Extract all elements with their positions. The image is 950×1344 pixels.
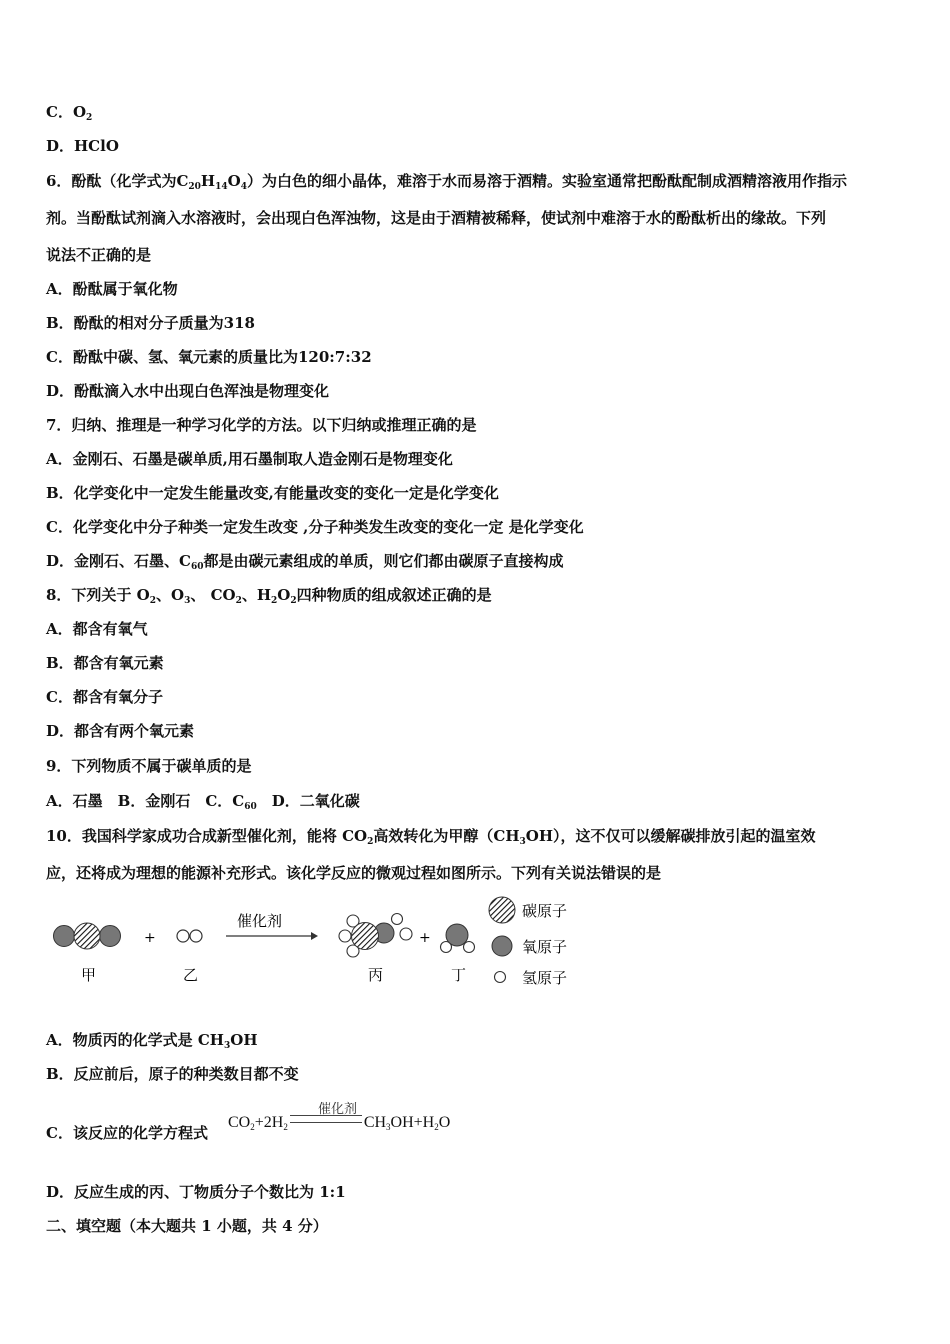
text: OH <box>230 1031 258 1049</box>
subscript: 2 <box>271 596 278 606</box>
option-c: C．化学变化中分子种类一定发生改变 ,分子种类发生改变的变化一定 是化学变化 <box>46 518 584 536</box>
equation-catalyst: 催化剂 <box>318 1102 358 1117</box>
text: 、O <box>156 586 185 604</box>
molecule-ch3oh <box>339 914 412 958</box>
option-a: A．酚酞属于氧化物 <box>46 280 178 298</box>
molecule-h2 <box>177 930 202 942</box>
molecule-co2 <box>54 923 121 949</box>
option-b: B．化学变化中一定发生能量改变,有能量改变的变化一定是化学变化 <box>46 484 499 502</box>
text: D．金刚石、石墨、C <box>46 552 191 570</box>
text: 高效转化为甲醇（CH <box>373 827 520 845</box>
question-9: 9．下列物质不属于碳单质的是 <box>46 757 252 775</box>
equals-sign <box>290 1115 362 1123</box>
text: CH <box>363 1114 387 1131</box>
text: A．石墨 B．金刚石 C．C <box>46 792 245 810</box>
subscript: 3 <box>386 1122 391 1132</box>
option-d <box>46 551 564 577</box>
option-b: B．都含有氧元素 <box>46 654 164 672</box>
label-bing: 丙 <box>368 966 384 984</box>
question-8 <box>46 585 492 611</box>
option-b: B．反应前后，原子的种类数目都不变 <box>46 1065 299 1083</box>
text: 、H <box>241 586 272 604</box>
text: 、 CO <box>190 586 236 604</box>
label-jia: 甲 <box>81 966 97 984</box>
option-a: A．都含有氧气 <box>46 620 148 638</box>
text: H <box>200 172 216 190</box>
question-9-options <box>46 791 360 817</box>
question-6-line-1 <box>46 171 847 197</box>
text: O <box>277 586 291 604</box>
chemical-equation <box>228 1098 498 1144</box>
option-c: C．该反应的化学方程式 <box>46 1124 208 1142</box>
text: D．二氧化碳 <box>256 792 360 810</box>
subscript: 2 <box>367 837 374 847</box>
text: OH），这不仅可以缓解碳排放引起的温室效 <box>525 827 816 845</box>
text: O <box>227 172 241 190</box>
subscript: 3 <box>184 596 191 606</box>
option-c: C．酚酞中碳、氢、氧元素的质量比为120:7:32 <box>46 348 372 366</box>
legend-oxygen-swatch <box>492 936 512 956</box>
subscript: 2 <box>434 1122 439 1132</box>
option-b: B．酚酞的相对分子质量为318 <box>46 314 255 332</box>
option-a <box>46 1030 258 1056</box>
question-10-line-1 <box>46 826 816 852</box>
subscript: 2 <box>86 113 93 123</box>
text: 都是由碳元素组成的单质，则它们都由碳原子直接构成 <box>203 552 564 570</box>
text: O <box>438 1114 451 1131</box>
section-heading: 二、填空题（本大题共 1 小题，共 4 分） <box>46 1217 328 1235</box>
subscript: 2 <box>283 1122 288 1132</box>
subscript: 20 <box>188 182 201 192</box>
equation-body <box>228 1114 450 1132</box>
legend <box>489 897 567 987</box>
text: ）为白色的细小晶体，难溶于水而易溶于酒精。实验室通常把酚酞配制成酒精溶液用作指示 <box>246 172 847 190</box>
option-d-hclo <box>46 136 119 156</box>
question-6-line-3: 说法不正确的是 <box>46 246 152 264</box>
subscript: 60 <box>190 562 204 572</box>
label-yi: 乙 <box>183 966 199 984</box>
subscript: 2 <box>290 596 297 606</box>
text: 四种物质的组成叙述正确的是 <box>296 586 492 604</box>
option-c: C．都含有氧分子 <box>46 688 163 706</box>
subscript: 2 <box>149 596 156 606</box>
legend-carbon-swatch <box>489 897 515 923</box>
legend-carbon: 碳原子 <box>522 902 568 920</box>
subscript: 3 <box>519 837 526 847</box>
catalyst-label: 催化剂 <box>237 912 283 930</box>
question-6-line-2: 剂。当酚酞试剂滴入水溶液时，会出现白色浑浊物，这是由于酒精被稀释，使试剂中难溶于水的酚酞析出的缘故。下列 <box>46 209 827 227</box>
subscript: 2 <box>250 1122 255 1132</box>
text: A．物质丙的化学式是 CH <box>46 1031 224 1049</box>
subscript: 3 <box>223 1041 231 1051</box>
plus-sign: + <box>419 930 431 946</box>
text: 8．下列关于 O <box>46 586 150 604</box>
question-10-line-2: 应，还将成为理想的能源补充形式。该化学反应的微观过程如图所示。下列有关说法错误的是 <box>46 864 662 882</box>
text: +2H <box>254 1114 284 1131</box>
subscript: 14 <box>215 182 228 192</box>
plus-sign: + <box>144 930 156 946</box>
text: OH+H <box>390 1114 435 1131</box>
option-a: A．金刚石、石墨是碳单质,用石墨制取人造金刚石是物理变化 <box>46 450 453 468</box>
option-d: D．都含有两个氧元素 <box>46 722 195 740</box>
molecule-h2o <box>441 924 475 953</box>
option-c-o2 <box>46 102 92 128</box>
label-ding: 丁 <box>451 966 467 984</box>
legend-hydrogen-swatch <box>495 972 506 983</box>
text: CO <box>228 1114 251 1131</box>
legend-hydrogen: 氢原子 <box>522 969 568 987</box>
option-text: C．O <box>46 103 87 121</box>
subscript: 4 <box>240 182 247 192</box>
option-d: D．酚酞滴入水中出现白色浑浊是物理变化 <box>46 382 330 400</box>
option-d: D．反应生成的丙、丁物质分子个数比为 1:1 <box>46 1183 346 1201</box>
option-text: D．HClO <box>46 137 119 155</box>
legend-oxygen: 氧原子 <box>522 938 568 956</box>
reaction-arrow <box>226 932 318 940</box>
question-7: 7．归纳、推理是一种学习化学的方法。以下归纳或推理正确的是 <box>46 416 477 434</box>
reaction-diagram <box>46 890 606 990</box>
text: 10．我国科学家成功合成新型催化剂，能将 CO <box>46 827 368 845</box>
subscript: 60 <box>244 802 257 812</box>
subscript: 2 <box>235 596 242 606</box>
text: 6．酚酞（化学式为C <box>46 172 189 190</box>
